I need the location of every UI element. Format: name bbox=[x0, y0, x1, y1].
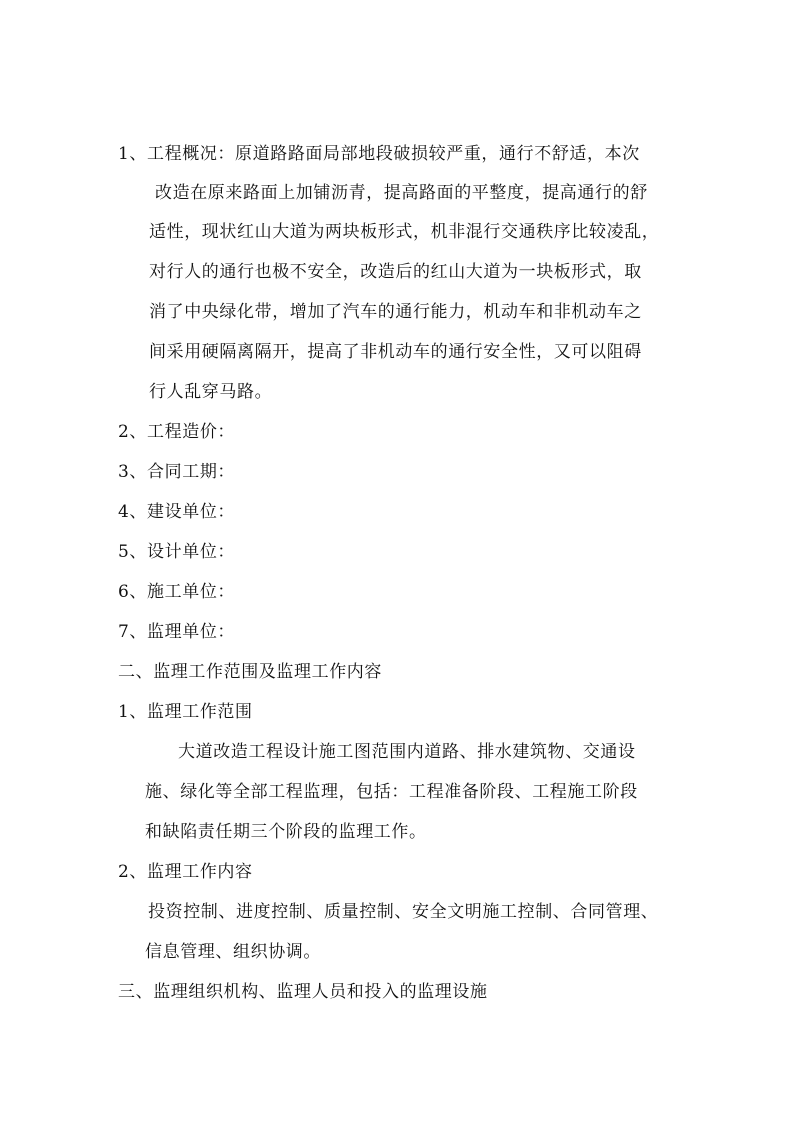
supervision-unit-label: 7、监理单位： bbox=[118, 622, 236, 642]
subheading-content: 2、监理工作内容 bbox=[118, 862, 253, 882]
scope-line-3: 和缺陷责任期三个阶段的监理工作。 bbox=[145, 822, 427, 842]
overview-line-4: 对行人的通行也极不安全，改造后的红山大道为一块板形式，取 bbox=[149, 262, 642, 282]
subheading-scope: 1、监理工作范围 bbox=[118, 702, 253, 722]
content-line-2: 信息管理、组织协调。 bbox=[145, 942, 321, 962]
overview-line-3: 适性，现状红山大道为两块板形式，机非混行交通秩序比较凌乱， bbox=[149, 222, 660, 242]
content-line-1: 投资控制、进度控制、质量控制、安全文明施工控制、合同管理、 bbox=[148, 902, 659, 922]
section-heading-2: 二、监理工作范围及监理工作内容 bbox=[118, 662, 382, 682]
overview-line-1: 1、工程概况：原道路路面局部地段破损较严重，通行不舒适，本次 bbox=[118, 144, 640, 164]
project-cost-label: 2、工程造价： bbox=[118, 422, 236, 442]
overview-line-6: 间采用硬隔离隔开，提高了非机动车的通行安全性，又可以阻碍 bbox=[149, 342, 642, 362]
scope-line-2: 施、绿化等全部工程监理，包括：工程准备阶段、工程施工阶段 bbox=[145, 782, 638, 802]
construction-unit-label: 4、建设单位： bbox=[118, 502, 236, 522]
contract-period-label: 3、合同工期： bbox=[118, 462, 236, 482]
section-heading-3: 三、监理组织机构、监理人员和投入的监理设施 bbox=[118, 982, 488, 1002]
scope-line-1: 大道改造工程设计施工图范围内道路、排水建筑物、交通设 bbox=[178, 742, 636, 762]
contractor-unit-label: 6、施工单位： bbox=[118, 582, 236, 602]
design-unit-label: 5、设计单位： bbox=[118, 542, 236, 562]
overview-line-7: 行人乱穿马路。 bbox=[149, 382, 273, 402]
overview-line-5: 消了中央绿化带，增加了汽车的通行能力，机动车和非机动车之 bbox=[149, 302, 642, 322]
overview-line-2: 改造在原来路面上加铺沥青，提高路面的平整度，提高通行的舒 bbox=[155, 183, 648, 203]
